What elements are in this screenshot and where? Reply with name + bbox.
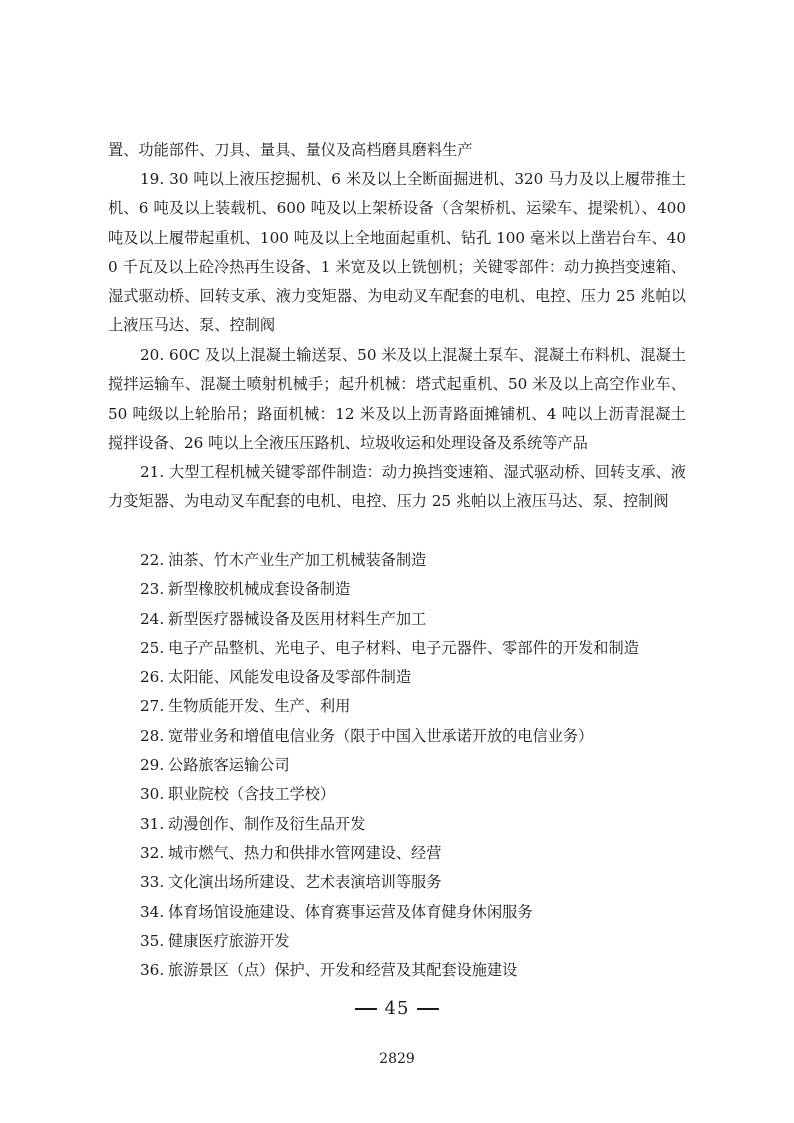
item-number: 25. [140, 638, 165, 657]
item-text: 健康医疗旅游开发 [168, 931, 290, 950]
list-item [140, 868, 639, 897]
list-item [140, 546, 639, 575]
item-number: 22. [140, 551, 165, 569]
item-text: 职业院校（含技工学校） [168, 785, 336, 804]
list-item [140, 810, 639, 839]
page-number-value: 45 [384, 998, 410, 1019]
item-text: 文化演出场所建设、艺术表演培训等服务 [168, 873, 442, 892]
list-item [140, 927, 639, 956]
list-item [140, 692, 639, 721]
item-number: 36. [140, 961, 165, 980]
item-number: 29. [140, 756, 165, 775]
item-text: 城市燃气、热力和供排水管网建设、经营 [168, 843, 442, 862]
item-number: 28. [140, 726, 165, 745]
list-item [140, 956, 639, 985]
paragraph-item-19: 19. 30 吨以上液压挖掘机、6 米及以上全断面掘进机、320 马力及以上履带推土机、6 吨及以上装载机、600 吨及以上架桥设备（含架桥机、运梁车、提梁机）、400 吨及以上履带起重机、100 吨及以上全地面起重机、钻孔 100 毫米以上凿岩台车、400 千瓦及以上砼冷热再生设备、1 米宽及以上铣刨机；关键零部件：动力换挡变速箱、湿式驱动桥、回转支承、液力变矩器、为电动叉车配套的电机、电控、压力 25 兆帕以上液压马达、泵、控制阀 [108, 170, 686, 335]
item-text: 油茶、竹木产业生产加工机械装备制造 [168, 551, 427, 569]
list-item [140, 663, 639, 692]
page-number [0, 998, 794, 1019]
item-text: 新型橡胶机械成套设备制造 [168, 580, 351, 599]
numbered-item-list [140, 546, 639, 985]
list-item [140, 898, 639, 927]
list-item [140, 605, 639, 634]
footer-page-code: 2829 [379, 1051, 415, 1067]
paragraph-continuation: 置、功能部件、刀具、量具、量仪及高档磨具磨料生产 [108, 141, 473, 159]
list-item [140, 722, 639, 751]
item-number: 35. [140, 931, 165, 950]
list-item [140, 634, 639, 663]
paragraph-item-21: 21. 大型工程机械关键零部件制造：动力换挡变速箱、湿式驱动桥、回转支承、液力变矩器、为电动叉车配套的电机、电控、压力 25 兆帕以上液压马达、泵、控制阀 [108, 463, 686, 511]
item-number: 26. [140, 668, 165, 687]
list-item [140, 751, 639, 780]
item-text: 生物质能开发、生产、利用 [168, 697, 351, 716]
item-number: 32. [140, 843, 165, 862]
list-item [140, 780, 639, 809]
list-item [140, 839, 639, 868]
list-item [140, 575, 639, 604]
item-text: 体育场馆设施建设、体育赛事运营及体育健身休闲服务 [168, 902, 533, 921]
item-text: 新型医疗器械设备及医用材料生产加工 [168, 609, 427, 628]
item-number: 33. [140, 873, 165, 892]
item-text: 动漫创作、制作及衍生品开发 [168, 814, 366, 833]
item-text: 宽带业务和增值电信业务（限于中国入世承诺开放的电信业务） [168, 726, 594, 745]
item-number: 27. [140, 697, 165, 716]
item-number: 34. [140, 902, 165, 921]
dash-left-decoration [355, 1008, 377, 1010]
dash-right-decoration [417, 1008, 439, 1010]
item-text: 太阳能、风能发电设备及零部件制造 [168, 668, 411, 687]
item-text: 公路旅客运输公司 [168, 756, 290, 775]
item-number: 24. [140, 609, 165, 628]
item-number: 23. [140, 580, 165, 599]
item-text: 电子产品整机、光电子、电子材料、电子元器件、零部件的开发和制造 [168, 638, 639, 657]
item-number: 31. [140, 814, 165, 833]
item-number: 30. [140, 785, 165, 804]
paragraph-item-20: 20. 60C 及以上混凝土输送泵、50 米及以上混凝土泵车、混凝土布料机、混凝土搅拌运输车、混凝土喷射机械手；起升机械：塔式起重机、50 米及以上高空作业车、50 吨级以上轮胎吊；路面机械：12 米及以上沥青路面摊铺机、4 吨以上沥青混凝土搅拌设备、26 吨以上全液压压路机、垃圾收运和处理设备及系统等产品 [108, 346, 686, 452]
item-text: 旅游景区（点）保护、开发和经营及其配套设施建设 [168, 961, 518, 980]
